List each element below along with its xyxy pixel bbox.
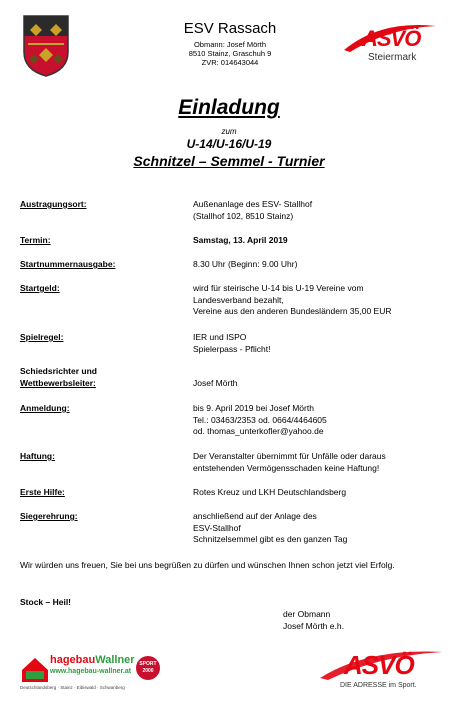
value-startgeld-2: Landesverband bezahlt, bbox=[193, 294, 284, 305]
sponsor-locations: Deutschlandsberg · Stainz · Eibiswald · Schwanberg bbox=[20, 685, 125, 690]
label-anmeldung: Anmeldung: bbox=[20, 403, 70, 413]
page-title: Einladung bbox=[178, 96, 280, 119]
sponsor-url: www.hagebau-wallner.at bbox=[50, 668, 132, 675]
sponsor-badge-bottom: 2000 bbox=[142, 668, 154, 674]
label-schiedsrichter: Schiedsrichter und bbox=[20, 366, 97, 376]
value-spielregel-1: IER und ISPO bbox=[193, 332, 247, 342]
title-age-groups: U-14/U-16/U-19 bbox=[186, 137, 272, 151]
title-tournament: Schnitzel – Semmel - Turnier bbox=[133, 153, 325, 169]
value-anmeldung-3: od. thomas_unterkofler@yahoo.de bbox=[193, 426, 324, 436]
zvr-line: ZVR: 014643044 bbox=[201, 58, 259, 67]
asvo-logo-bottom bbox=[318, 648, 444, 694]
club-crest-logo bbox=[22, 14, 70, 78]
label-siegerehrung: Siegerehrung: bbox=[20, 511, 78, 521]
sponsor-badge bbox=[136, 656, 160, 680]
label-startgeld: Startgeld: bbox=[20, 283, 60, 293]
title-zum: zum bbox=[221, 127, 237, 136]
club-name: ESV Rassach bbox=[183, 20, 277, 37]
obmann-line: Obmann: Josef Mörth bbox=[193, 40, 267, 49]
sponsor-logo bbox=[20, 652, 165, 696]
value-startnummernausgabe: 8.30 Uhr (Beginn: 9.00 Uhr) bbox=[193, 259, 298, 269]
asvo-logo-top bbox=[340, 20, 440, 66]
value-termin: Samstag, 13. April 2019 bbox=[193, 235, 288, 245]
value-anmeldung-1: bis 9. April 2019 bei Josef Mörth bbox=[193, 403, 314, 413]
address-line: 8510 Stainz, Graschuh 9 bbox=[188, 49, 272, 58]
value-anmeldung-2: Tel.: 03463/2353 od. 0664/4464605 bbox=[193, 414, 327, 425]
asvo-top-region: Steiermark bbox=[368, 52, 417, 63]
crest-shield-icon bbox=[22, 14, 70, 78]
value-haftung-2: entstehenden Vermögensschaden keine Haftung! bbox=[193, 462, 380, 473]
label-termin: Termin: bbox=[20, 235, 51, 245]
closing-greeting: Stock – Heil! bbox=[20, 597, 72, 607]
closing-paragraph: Wir würden uns freuen, Sie bei uns begrüßen zu dürfen und wünschen Ihnen schon jetzt viel Erfolg. bbox=[20, 560, 395, 570]
asvo-top-brand: ASVÖ bbox=[362, 26, 421, 51]
label-haftung: Haftung: bbox=[20, 451, 55, 461]
value-haftung-1: Der Veranstalter übernimmt für Unfälle oder daraus bbox=[193, 451, 386, 461]
value-austragungsort-2: (Stallhof 102, 8510 Stainz) bbox=[193, 210, 294, 221]
label-startnummernausgabe: Startnummernausgabe: bbox=[20, 259, 116, 269]
value-startgeld-3: Vereine aus den anderen Bundesländern 35,00 EUR bbox=[193, 306, 392, 316]
value-spielregel-2: Spielerpass - Pflicht! bbox=[193, 343, 271, 354]
value-siegerehrung-3: Schnitzelsemmel gibt es den ganzen Tag bbox=[193, 534, 348, 544]
label-wettbewerbsleiter: Wettbewerbsleiter: bbox=[20, 378, 96, 388]
label-spielregel: Spielregel: bbox=[20, 332, 64, 342]
label-austragungsort: Austragungsort: bbox=[20, 199, 87, 209]
asvo-slogan: DIE ADRESSE im Sport. bbox=[340, 682, 417, 689]
value-austragungsort-1: Außenanlage des ESV- Stallhof bbox=[193, 199, 313, 209]
value-siegerehrung-1: anschließend auf der Anlage des bbox=[193, 511, 317, 521]
sign-role: der Obmann bbox=[283, 609, 331, 619]
sponsor-name: hagebau bbox=[50, 654, 96, 666]
sponsor-house-icon bbox=[20, 654, 50, 684]
value-erste-hilfe: Rotes Kreuz und LKH Deutschlandsberg bbox=[193, 487, 347, 497]
value-startgeld-1: wird für steirische U-14 bis U-19 Vereine vom bbox=[193, 283, 364, 293]
sign-name: Josef Mörth e.h. bbox=[283, 621, 344, 631]
label-erste-hilfe: Erste Hilfe: bbox=[20, 487, 65, 497]
value-siegerehrung-2: ESV-Stallhof bbox=[193, 522, 241, 533]
sponsor-brand: Wallner bbox=[95, 654, 135, 666]
asvo-bottom-brand: ASVÖ bbox=[344, 650, 414, 680]
value-wettbewerbsleiter: Josef Mörth bbox=[193, 378, 238, 388]
sponsor-badge-top: SPORT bbox=[139, 661, 157, 667]
